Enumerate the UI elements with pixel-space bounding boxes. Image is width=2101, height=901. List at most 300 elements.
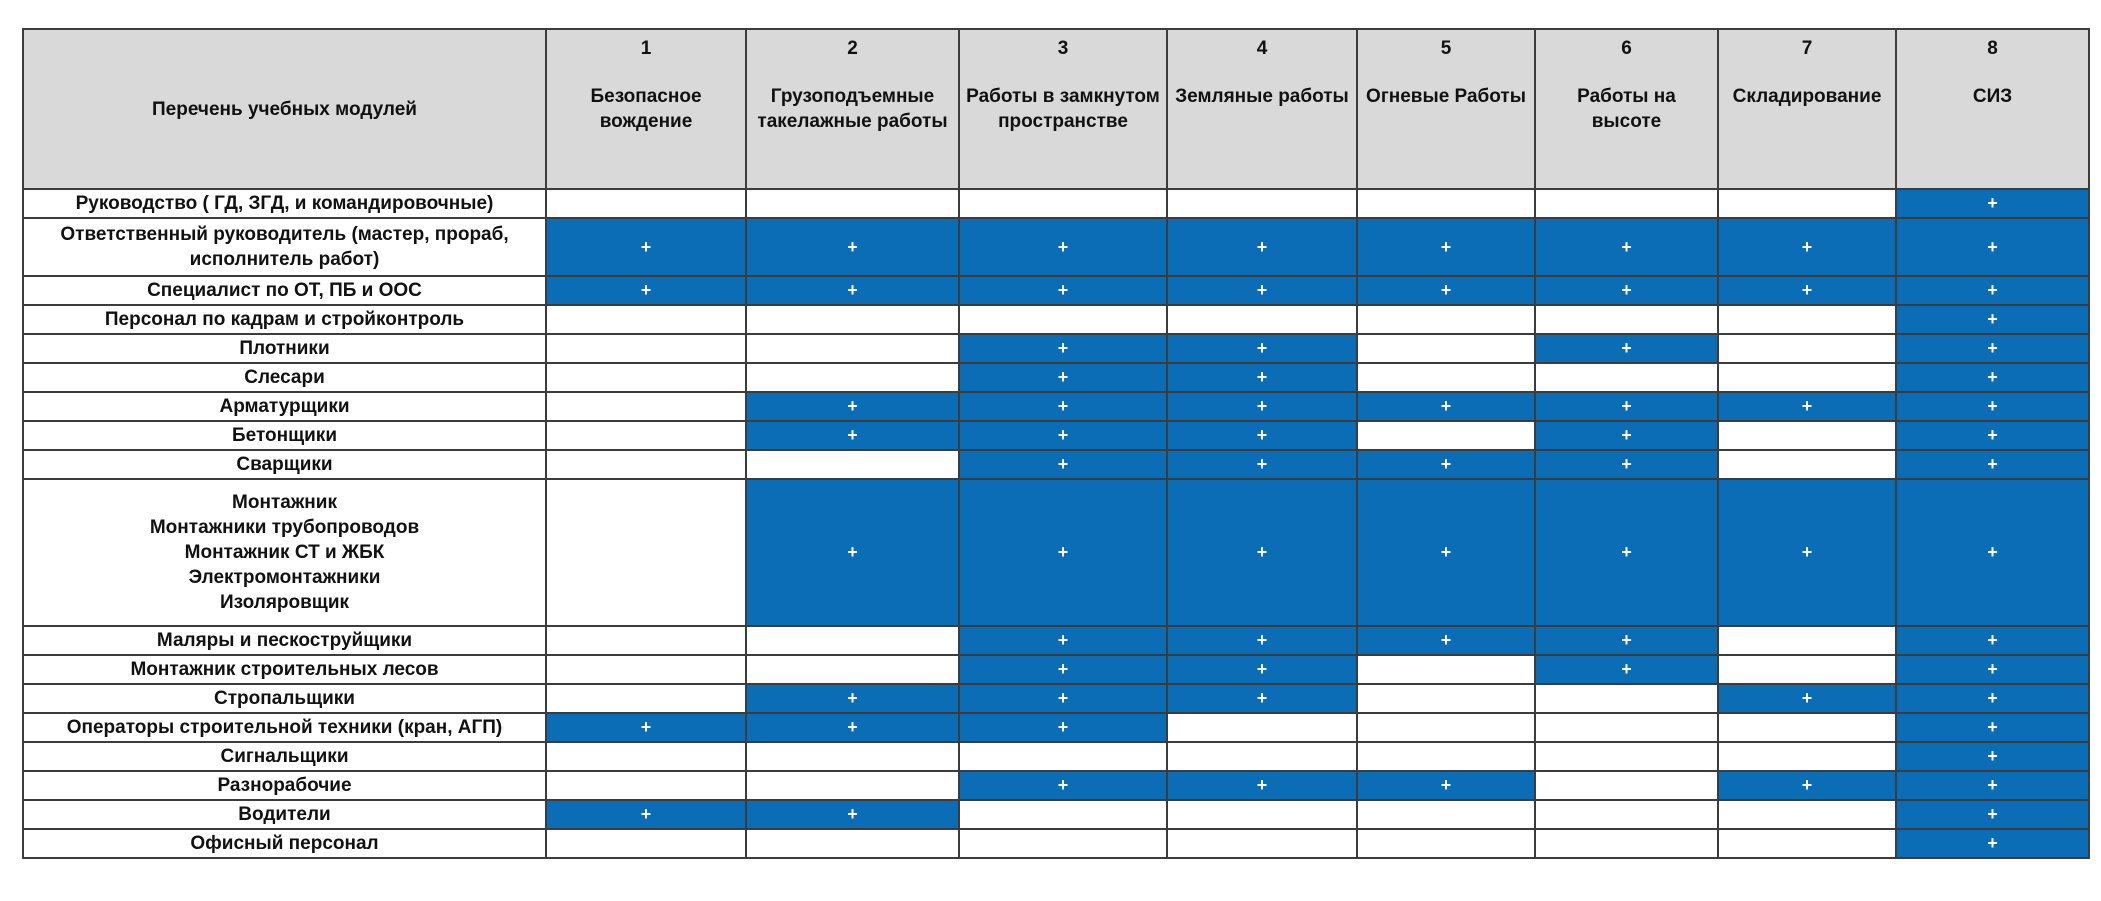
plus-mark: + [640,804,652,824]
module-cell-empty [1718,334,1896,363]
module-cell-empty [746,450,959,479]
row-label [23,713,546,742]
row-label-line: Водители [238,804,331,825]
plus-mark: + [1987,338,1998,358]
column-name: Работы на высоте [1577,86,1676,132]
table-row [23,771,2089,800]
module-cell-empty [746,771,959,800]
module-cell-marked [1167,450,1357,479]
module-cell-marked [1167,479,1357,626]
plus-mark: + [1440,542,1452,562]
module-cell-empty [1167,742,1357,771]
plus-mark: + [1987,746,1998,766]
module-cell-marked [1357,450,1535,479]
row-label-line: Монтажник строительных лесов [130,659,439,680]
module-cell-marked [1896,479,2089,626]
table-row [23,189,2089,218]
table-row [23,421,2089,450]
table-row [23,334,2089,363]
row-label-line: Маляры и пескоструйщики [156,630,413,651]
module-cell-marked [546,800,746,829]
plus-mark: + [1440,280,1452,300]
row-label-line: Специалист по ОТ, ПБ и ООС [147,280,422,301]
row-label [23,305,546,334]
plus-mark: + [1987,630,1998,650]
module-cell-marked [1896,450,2089,479]
column-header-4 [1167,29,1357,189]
module-cell-marked [1718,218,1896,276]
column-header-3 [959,29,1167,189]
plus-mark: + [1987,775,1998,795]
column-header-7 [1718,29,1896,189]
module-cell-marked [1535,276,1718,305]
row-label [23,334,546,363]
row-label-line: Монтажник СТ и ЖБК [184,542,385,563]
plus-mark: + [847,396,858,416]
plus-mark: + [847,804,858,824]
table-row [23,713,2089,742]
module-cell-empty [546,421,746,450]
column-number: 4 [1256,38,1268,59]
module-cell-marked [1896,800,2089,829]
column-number: 2 [847,38,858,59]
column-header-2 [746,29,959,189]
plus-mark: + [640,280,652,300]
row-label-line: Стропальщики [214,688,355,709]
module-cell-marked [546,218,746,276]
column-number: 5 [1440,38,1452,59]
plus-mark: + [1621,338,1632,358]
module-cell-marked [959,684,1167,713]
row-label [23,421,546,450]
row-label-line: Офисный персонал [190,833,379,854]
table-row [23,800,2089,829]
module-cell-marked [1896,305,2089,334]
module-cell-empty [1718,450,1896,479]
plus-mark: + [1057,542,1069,562]
module-cell-empty [1357,189,1535,218]
row-label-line: Монтажники трубопроводов [149,517,420,538]
plus-mark: + [847,236,858,257]
row-label [23,276,546,305]
module-cell-empty [1357,800,1535,829]
plus-mark: + [1621,659,1632,679]
module-cell-empty [1167,189,1357,218]
module-cell-empty [959,742,1167,771]
plus-mark: + [1987,659,1998,679]
module-cell-empty [1357,655,1535,684]
module-cell-marked [1896,363,2089,392]
module-cell-marked [959,713,1167,742]
module-cell-marked [1535,479,1718,626]
row-label [23,742,546,771]
module-cell-marked [1896,655,2089,684]
row-label [23,800,546,829]
module-cell-empty [746,305,959,334]
column-name: Огневые Работы [1366,86,1526,107]
module-cell-marked [959,363,1167,392]
table-row [23,479,2089,626]
module-cell-marked [959,392,1167,421]
module-cell-empty [1357,829,1535,858]
plus-mark: + [847,542,858,562]
module-cell-marked [1718,479,1896,626]
plus-mark: + [847,280,858,300]
plus-mark: + [1256,775,1268,795]
column-header-5 [1357,29,1535,189]
module-cell-marked [746,392,959,421]
plus-mark: + [1440,454,1452,474]
module-cell-empty [1535,684,1718,713]
row-label-line: Персонал по кадрам и стройконтроль [104,309,465,330]
module-cell-marked [1896,684,2089,713]
row-label [23,771,546,800]
module-cell-marked [1896,742,2089,771]
plus-mark: + [1621,396,1632,416]
module-cell-empty [1718,742,1896,771]
module-cell-marked [959,421,1167,450]
plus-mark: + [640,717,652,737]
module-cell-empty [546,684,746,713]
module-cell-empty [1167,713,1357,742]
module-cell-marked [959,450,1167,479]
module-cell-marked [959,479,1167,626]
module-cell-empty [546,334,746,363]
module-cell-marked [959,334,1167,363]
table-row [23,742,2089,771]
module-cell-empty [546,479,746,626]
module-cell-marked [746,713,959,742]
module-cell-empty [746,829,959,858]
module-cell-empty [1718,713,1896,742]
module-cell-marked [1896,189,2089,218]
module-cell-marked [1167,771,1357,800]
module-cell-marked [1896,421,2089,450]
module-cell-empty [546,829,746,858]
plus-mark: + [1057,280,1069,300]
plus-mark: + [1057,454,1069,474]
plus-mark: + [1057,425,1069,445]
module-cell-empty [746,363,959,392]
module-cell-empty [746,189,959,218]
row-label-line: Плотники [239,338,330,359]
plus-mark: + [1256,236,1268,257]
module-cell-marked [1896,771,2089,800]
module-cell-marked [1718,684,1896,713]
column-header-6 [1535,29,1718,189]
module-cell-empty [1535,771,1718,800]
module-cell-empty [959,829,1167,858]
module-cell-empty [1357,742,1535,771]
module-cell-marked [1357,771,1535,800]
module-cell-empty [1357,421,1535,450]
plus-mark: + [1621,630,1632,650]
module-cell-empty [1357,713,1535,742]
row-label-line: Разнорабочие [217,775,352,796]
module-cell-empty [546,363,746,392]
module-cell-empty [1718,305,1896,334]
module-cell-empty [1357,305,1535,334]
module-cell-marked [1718,392,1896,421]
row-label-line: Сварщики [236,454,333,475]
module-cell-marked [1718,771,1896,800]
plus-mark: + [847,425,858,445]
module-cell-empty [1357,363,1535,392]
module-cell-marked [1535,392,1718,421]
module-cell-marked [746,276,959,305]
plus-mark: + [1057,236,1069,257]
column-name: Безопасное вождение [590,86,702,132]
column-number: 1 [640,38,652,59]
plus-mark: + [1987,804,1998,824]
module-cell-empty [546,655,746,684]
matrix-body [23,189,2089,858]
module-cell-empty [1535,800,1718,829]
plus-mark: + [640,236,652,257]
module-cell-marked [959,218,1167,276]
row-label [23,655,546,684]
module-cell-marked [1357,479,1535,626]
table-row [23,684,2089,713]
row-label-line: Слесари [244,367,325,388]
training-modules-matrix [22,28,2090,859]
module-cell-marked [746,684,959,713]
module-cell-empty [959,800,1167,829]
plus-mark: + [1057,338,1069,358]
row-label [23,684,546,713]
row-label-line: Монтажник [232,492,337,513]
plus-mark: + [1801,688,1813,708]
plus-mark: + [1987,717,1998,737]
module-cell-marked [1535,655,1718,684]
row-label-line: Ответственный руководитель (мастер, прораб, исполнитель работ) [60,224,509,270]
plus-mark: + [1057,630,1069,650]
table-row [23,392,2089,421]
plus-mark: + [1987,396,1998,416]
plus-mark: + [1987,367,1998,387]
plus-mark: + [1801,396,1813,416]
module-cell-marked [959,655,1167,684]
row-label [23,218,546,276]
plus-mark: + [1801,236,1813,257]
column-number: 3 [1057,38,1069,59]
module-cell-marked [1896,218,2089,276]
module-cell-marked [546,276,746,305]
module-cell-empty [746,655,959,684]
row-label-line: Бетонщики [231,425,337,446]
table-row [23,305,2089,334]
plus-mark: + [1987,425,1998,445]
module-cell-empty [1357,684,1535,713]
column-name: СИЗ [1972,86,2013,107]
column-number: 8 [1987,38,1998,59]
plus-mark: + [1621,454,1632,474]
module-cell-marked [1167,655,1357,684]
plus-mark: + [1621,425,1632,445]
module-cell-empty [546,450,746,479]
plus-mark: + [1440,396,1452,416]
plus-mark: + [1621,236,1632,257]
column-name: Складирование [1732,86,1882,107]
row-label [23,479,546,626]
module-cell-empty [1535,189,1718,218]
plus-mark: + [1987,688,1998,708]
plus-mark: + [1621,280,1632,300]
module-cell-empty [1167,829,1357,858]
module-cell-empty [746,626,959,655]
module-cell-marked [1167,421,1357,450]
module-cell-marked [959,771,1167,800]
plus-mark: + [1440,775,1452,795]
module-cell-marked [1167,392,1357,421]
module-cell-empty [1718,829,1896,858]
module-cell-empty [959,305,1167,334]
plus-mark: + [1987,454,1998,474]
plus-mark: + [1987,193,1998,213]
plus-mark: + [1256,367,1268,387]
module-cell-empty [1718,189,1896,218]
plus-mark: + [1057,688,1069,708]
column-header-8 [1896,29,2089,189]
column-name: Работы в замкнутом пространстве [966,86,1160,132]
module-cell-empty [1718,800,1896,829]
plus-mark: + [1256,454,1268,474]
plus-mark: + [1057,659,1069,679]
corner-header: Перечень учебных модулей [23,29,546,189]
plus-mark: + [1621,542,1632,562]
module-cell-empty [546,189,746,218]
table-row [23,626,2089,655]
plus-mark: + [1256,542,1268,562]
plus-mark: + [1256,280,1268,300]
module-cell-marked [1357,218,1535,276]
module-cell-marked [746,479,959,626]
module-cell-marked [1896,626,2089,655]
module-cell-empty [746,334,959,363]
module-cell-empty [546,392,746,421]
module-cell-marked [1896,334,2089,363]
row-label-line: Сигнальщики [220,746,349,767]
plus-mark: + [1987,236,1998,257]
module-cell-marked [1896,276,2089,305]
module-cell-marked [1535,450,1718,479]
module-cell-marked [959,626,1167,655]
plus-mark: + [847,688,858,708]
table-row [23,829,2089,858]
module-cell-marked [1357,276,1535,305]
module-cell-marked [746,218,959,276]
column-name: Земляные работы [1175,86,1349,107]
row-label [23,450,546,479]
module-cell-empty [1167,305,1357,334]
module-cell-marked [1535,626,1718,655]
module-cell-marked [1896,829,2089,858]
column-number: 6 [1621,38,1632,59]
module-cell-marked [1357,392,1535,421]
module-cell-marked [1896,392,2089,421]
row-label [23,829,546,858]
module-cell-empty [1535,305,1718,334]
module-cell-empty [1535,363,1718,392]
table-row [23,450,2089,479]
module-cell-marked [1167,684,1357,713]
plus-mark: + [1801,775,1813,795]
module-cell-marked [1167,218,1357,276]
column-number: 7 [1801,38,1813,59]
plus-mark: + [1987,280,1998,300]
row-label-line: Руководство ( ГД, ЗГД, и командировочные) [75,193,494,214]
module-cell-marked [1357,626,1535,655]
row-label-line: Изоляровщик [219,592,350,613]
column-header-1 [546,29,746,189]
module-cell-empty [546,626,746,655]
plus-mark: + [1801,280,1813,300]
module-cell-marked [1167,276,1357,305]
plus-mark: + [1440,630,1452,650]
module-cell-marked [1167,626,1357,655]
plus-mark: + [1801,542,1813,562]
module-cell-empty [959,189,1167,218]
plus-mark: + [1057,396,1069,416]
plus-mark: + [1987,309,1998,329]
table-row [23,363,2089,392]
module-cell-marked [1896,713,2089,742]
plus-mark: + [1256,659,1268,679]
module-cell-marked [1718,276,1896,305]
module-cell-marked [959,276,1167,305]
row-label [23,189,546,218]
module-cell-empty [546,771,746,800]
row-label [23,392,546,421]
module-cell-marked [746,800,959,829]
module-cell-marked [1535,218,1718,276]
module-cell-empty [1535,713,1718,742]
plus-mark: + [1256,396,1268,416]
module-cell-marked [1167,334,1357,363]
table-row [23,276,2089,305]
module-cell-empty [1718,655,1896,684]
row-label-line: Электромонтажники [188,567,381,588]
module-cell-empty [1718,421,1896,450]
plus-mark: + [1256,425,1268,445]
module-cell-empty [546,305,746,334]
module-cell-empty [1718,363,1896,392]
module-cell-empty [1535,742,1718,771]
plus-mark: + [1256,688,1268,708]
module-cell-empty [746,742,959,771]
plus-mark: + [1057,717,1069,737]
plus-mark: + [1256,338,1268,358]
table-row [23,655,2089,684]
plus-mark: + [1057,367,1069,387]
row-label-line: Операторы строительной техники (кран, АГП) [66,717,503,738]
module-cell-marked [746,421,959,450]
plus-mark: + [1987,542,1998,562]
module-cell-marked [1535,421,1718,450]
header-row [23,29,2089,189]
module-cell-empty [546,742,746,771]
plus-mark: + [1057,775,1069,795]
row-label-line: Арматурщики [219,396,350,417]
plus-mark: + [1440,236,1452,257]
plus-mark: + [1987,833,1998,853]
module-cell-empty [1357,334,1535,363]
module-cell-empty [1167,800,1357,829]
plus-mark: + [847,717,858,737]
table-row [23,218,2089,276]
column-name: Грузоподъемные такелажные работы [757,86,948,132]
module-cell-empty [1718,626,1896,655]
